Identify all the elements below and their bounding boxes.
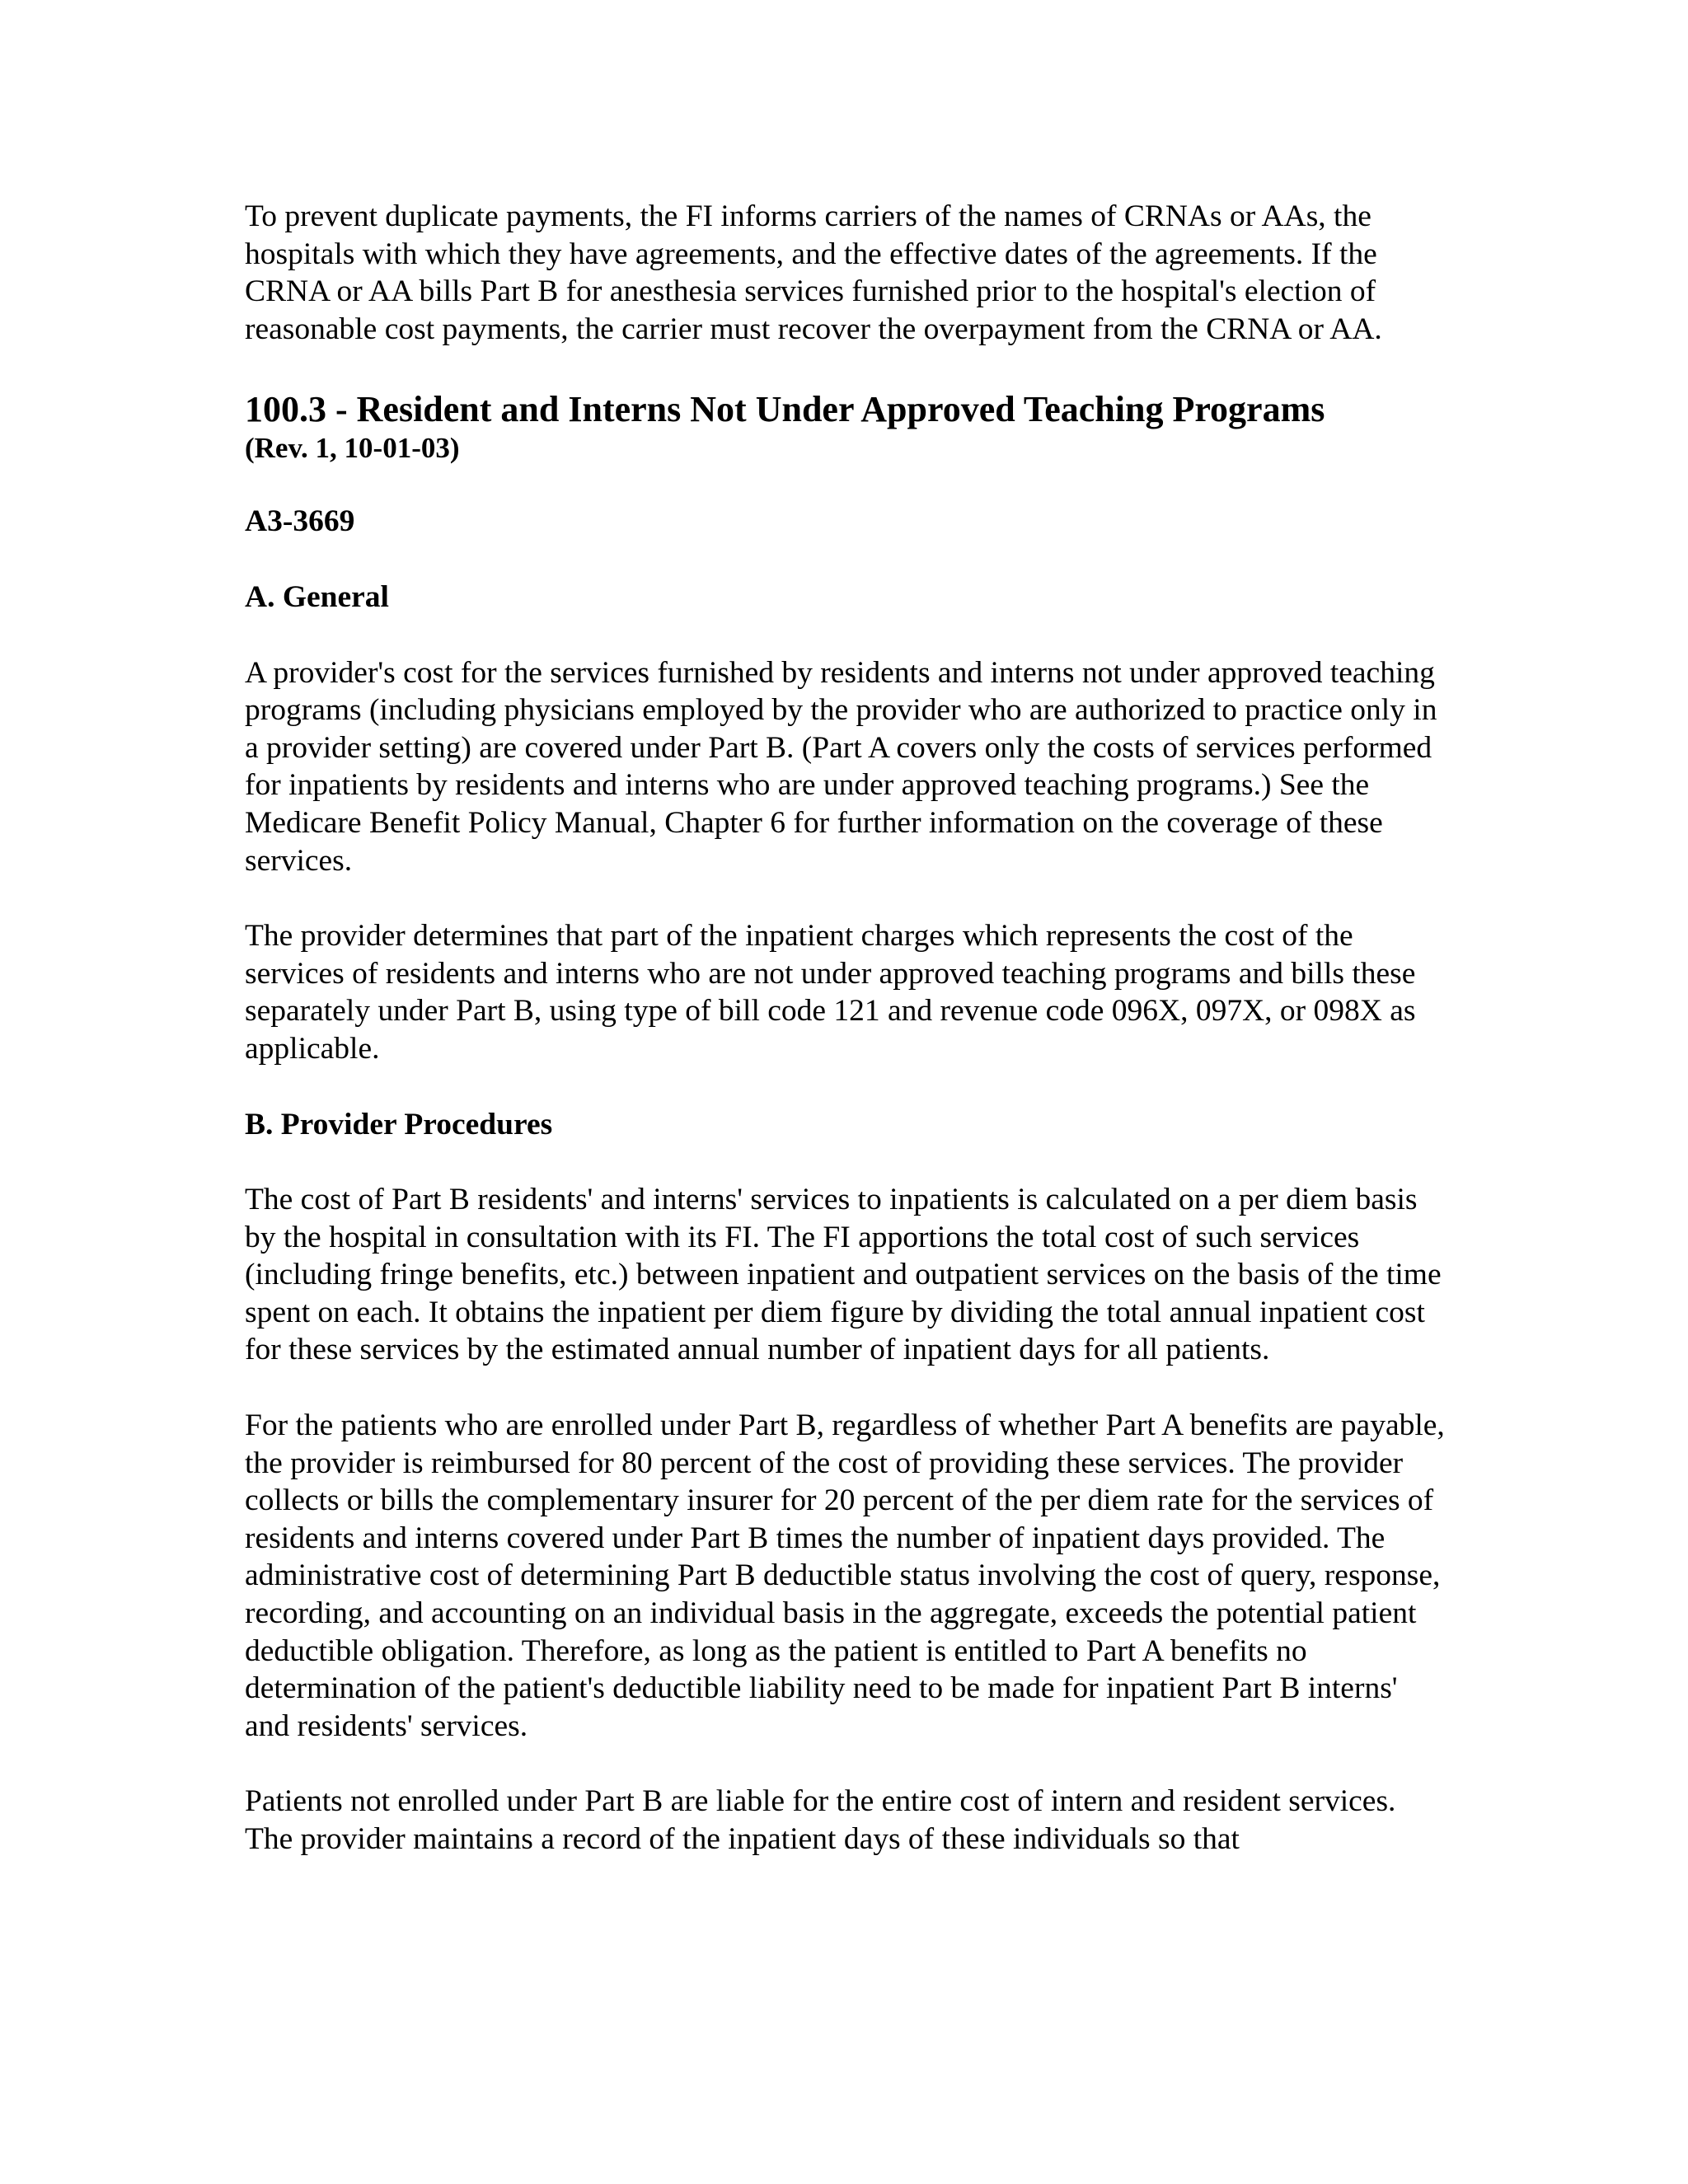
- subsection-a-paragraph-1: A provider's cost for the services furnished by residents and interns not under approved teaching programs (including physicians employed by the provider who are authorized to practice only in a provider setting) are covered under Part B. (Part A covers only the costs of services performed for inpatients by residents and interns who are under approved teaching programs.) See the Medicare Benefit Policy Manual, Chapter 6 for further information on the coverage of these services.: [245, 655, 1437, 878]
- reference-code: A3-3669: [245, 504, 355, 539]
- revision-line: (Rev. 1, 10-01-03): [245, 432, 460, 465]
- subsection-b-paragraph-1: The cost of Part B residents' and interns' services to inpatients is calculated on a per diem basis by the hospital in consultation with its FI. The FI apportions the total cost of such services (including fringe benefits, etc.) between inpatient and outpatient services on the basis of the time spent on each. It obtains the inpatient per diem figure by dividing the total annual inpatient cost for these services by the estimated annual number of inpatient days for all patients.: [245, 1183, 1442, 1367]
- subsection-a-heading: A. General: [245, 579, 389, 614]
- subsection-b-paragraph-2: For the patients who are enrolled under Part B, regardless of whether Part A benefits are payable, the provider is reimbursed for 80 percent of the cost of providing these services. The provider collects or bills the complementary insurer for 20 percent of the per diem rate for the services of residents and interns covered under Part B times the number of inpatient days provided. The administrative cost of determining Part B deductible status involving the cost of query, response, recording, and accounting on an individual basis in the aggregate, exceeds the potential patient deductible obligation. Therefore, as long as the patient is entitled to Part A benefits no determination of the patient's deductible liability need to be made for inpatient Part B interns' and residents' services.: [245, 1408, 1445, 1743]
- subsection-a-paragraph-2: The provider determines that part of the inpatient charges which represents the cost of the services of residents and interns who are not under approved teaching programs and bills these separately under Part B, using type of bill code 121 and revenue code 096X, 097X, or 098X as applicable.: [245, 919, 1416, 1066]
- subsection-b-heading: B. Provider Procedures: [245, 1107, 553, 1141]
- subsection-b-paragraph-3: Patients not enrolled under Part B are liable for the entire cost of intern and resident services. The provider maintains a record of the inpatient days of these individuals so that: [245, 1784, 1396, 1856]
- section-title: 100.3 - Resident and Interns Not Under Approved Teaching Programs: [245, 389, 1325, 430]
- document-body: [245, 198, 1448, 1896]
- intro-paragraph: To prevent duplicate payments, the FI informs carriers of the names of CRNAs or AAs, the hospitals with which they have agreements, and the effective dates of the agreements. If the CRNA or AA bills Part B for anesthesia services furnished prior to the hospital's election of reasonable cost payments, the carrier must recover the overpayment from the CRNA or AA.: [245, 199, 1382, 346]
